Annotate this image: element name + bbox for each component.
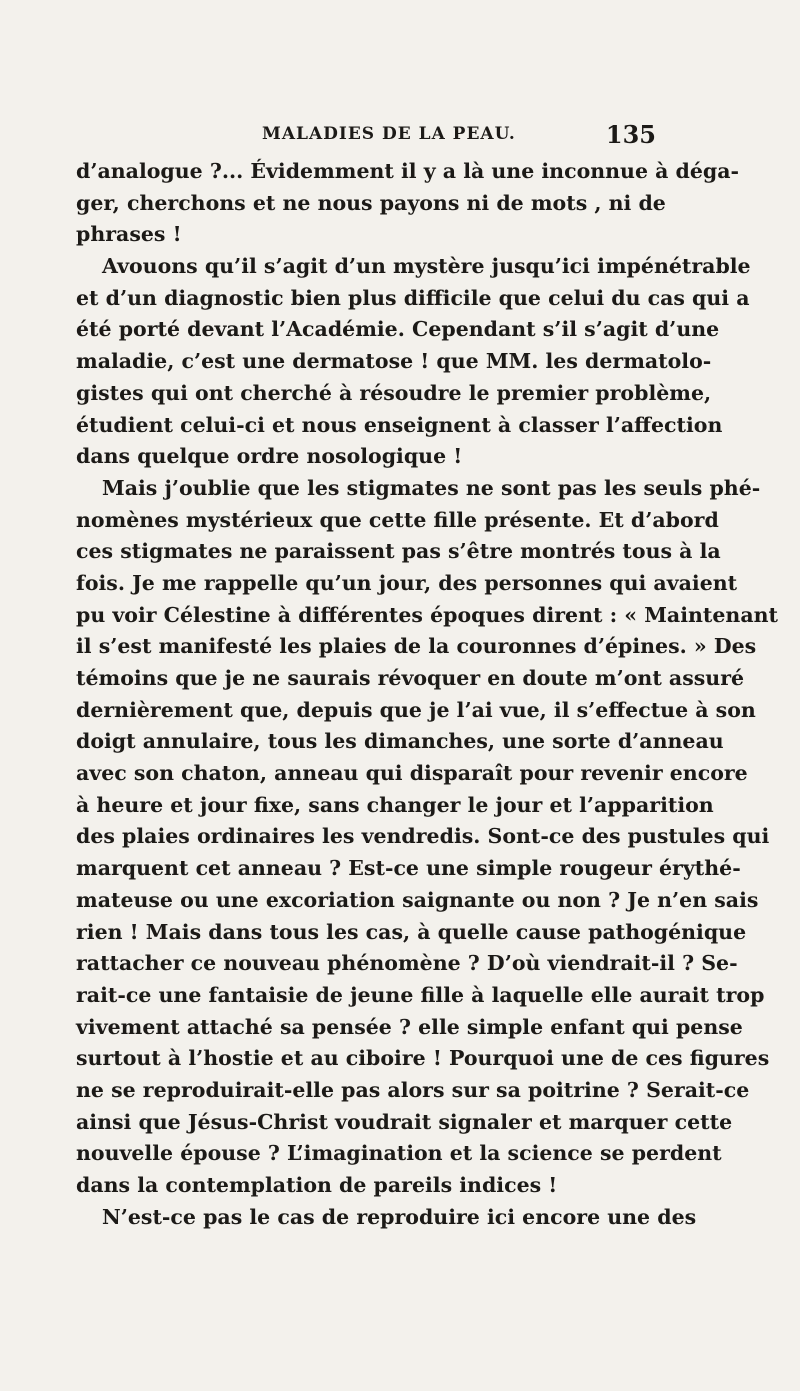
text-line: témoins que je ne saurais révoquer en doute m’ont assuré <box>76 666 745 690</box>
text-line: nomènes mystérieux que cette fille présente. Et d’abord <box>76 507 719 532</box>
text-line: gistes qui ont cherché à résoudre le premier problème, <box>76 380 712 405</box>
text-line: rait-ce une fantaisie de jeune fille à laquelle elle aurait trop <box>76 982 765 1007</box>
text-line: pu voir Célestine à différentes époques dirent : « Maintenant <box>76 602 778 627</box>
text-line: ger, cherchons et ne nous payons ni de mots , ni de <box>76 190 666 215</box>
running-head: MALADIES DE LA PEAU. <box>262 124 516 144</box>
text-line: nouvelle épouse ? L’imagination et la science se perdent <box>76 1141 722 1166</box>
text-line: Avouons qu’il s’agit d’un mystère jusqu’ici impénétrable <box>102 254 751 279</box>
text-line: ainsi que Jésus-Christ voudrait signaler et marquer cette <box>76 1109 733 1134</box>
text-line: vivement attaché sa pensée ? elle simple enfant qui pense <box>76 1014 743 1039</box>
text-line: dans quelque ordre nosologique ! <box>76 444 463 469</box>
text-line: fois. Je me rappelle qu’un jour, des personnes qui avaient <box>76 570 738 595</box>
text-line: doigt annulaire, tous les dimanches, une sorte d’anneau <box>76 729 724 754</box>
text-line: surtout à l’hostie et au ciboire ! Pourquoi une de ces figures <box>76 1046 770 1071</box>
text-line: ces stigmates ne paraissent pas s’être montrés tous à la <box>76 539 721 564</box>
text-line: été porté devant l’Académie. Cependant s’il s’agit d’une <box>76 317 720 342</box>
text-line: rien ! Mais dans tous les cas, à quelle cause pathogénique <box>76 919 747 944</box>
text-line: ne se reproduirait-elle pas alors sur sa poitrine ? Serait-ce <box>76 1077 750 1102</box>
text-line: à heure et jour fixe, sans changer le jour et l’apparition <box>76 792 714 817</box>
text-line: marquent cet anneau ? Est-ce une simple rougeur érythé- <box>76 856 741 881</box>
page-number: 135 <box>605 120 656 149</box>
text-line: des plaies ordinaires les vendredis. Sont-ce des pustules qui <box>76 824 770 849</box>
text-line: d’analogue ?... Évidemment il y a là une inconnue à déga- <box>76 159 740 183</box>
text-line: dans la contemplation de pareils indices ! <box>76 1173 558 1197</box>
text-line: avec son chaton, anneau qui disparaît pour revenir encore <box>76 761 748 786</box>
text-line: N’est-ce pas le cas de reproduire ici encore une des <box>102 1204 697 1229</box>
text-line: il s’est manifesté les plaies de la couronnes d’épines. » Des <box>76 634 757 659</box>
text-line: phrases ! <box>76 222 182 247</box>
page-header <box>76 120 656 150</box>
body-text <box>76 156 778 1233</box>
text-line: maladie, c’est une dermatose ! que MM. les dermatolo- <box>76 349 712 374</box>
text-line: dernièrement que, depuis que je l’ai vue, il s’effectue à son <box>76 697 756 722</box>
text-line: et d’un diagnostic bien plus difficile que celui du cas qui a <box>76 285 750 310</box>
text-line: étudient celui-ci et nous enseignent à classer l’affection <box>76 412 723 437</box>
text-line: rattacher ce nouveau phénomène ? D’où viendrait-il ? Se- <box>76 951 738 976</box>
text-line: mateuse ou une excoriation saignante ou non ? Je n’en sais <box>76 887 759 912</box>
text-line: Mais j’oublie que les stigmates ne sont pas les seuls phé- <box>102 475 761 500</box>
